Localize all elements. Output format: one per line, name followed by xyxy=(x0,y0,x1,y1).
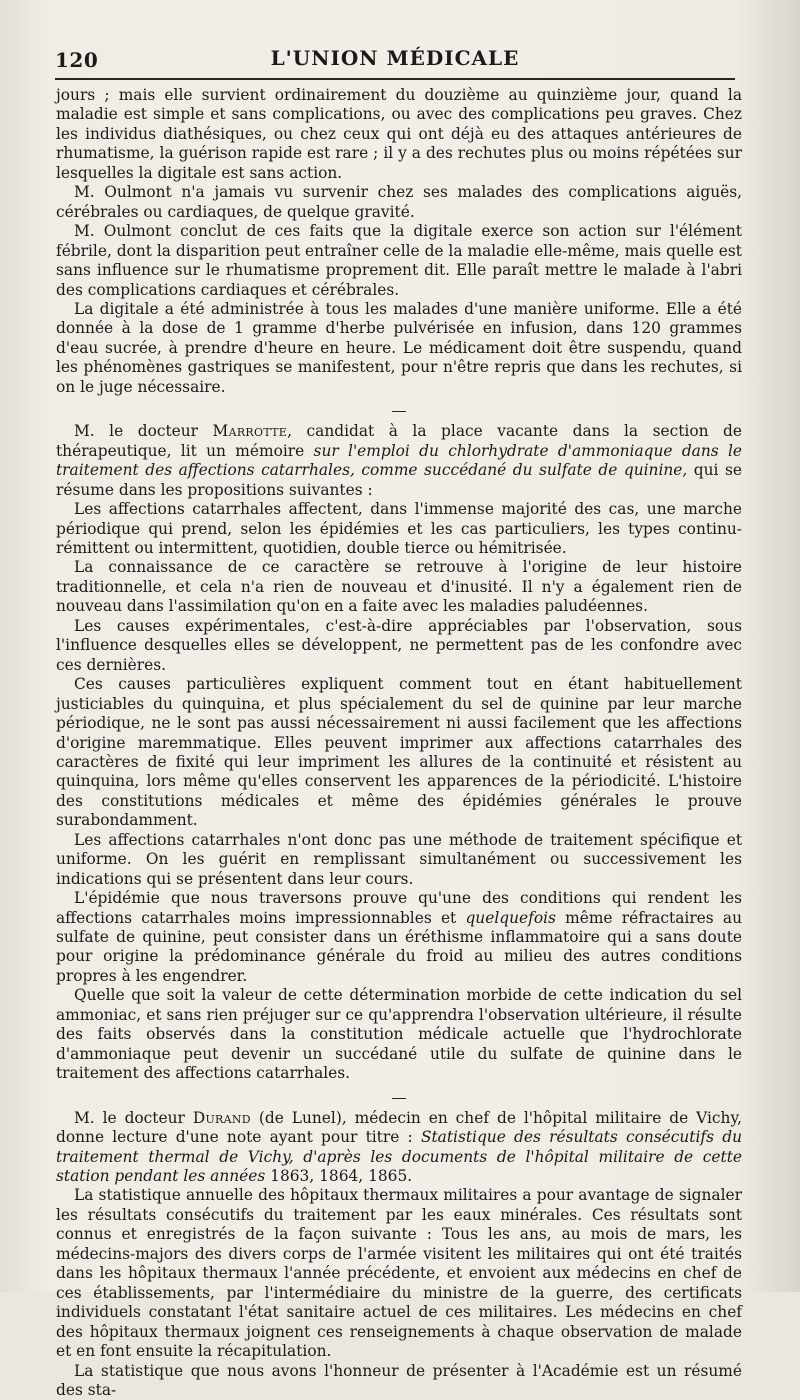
paragraph: Les affections catarrhales affectent, dans l'immense majorité des cas, une marche périodique qui prend, selon les épidémies et les cas particuliers, les types continu-rémittent ou intermittent, quotidien, double tierce ou hémitriséе. xyxy=(56,500,742,557)
author-name: Durand xyxy=(192,1108,251,1127)
page-header xyxy=(55,40,735,74)
section-separator xyxy=(392,1098,406,1099)
paragraph: Quelle que soit la valeur de cette détermination morbide de cette indication du sel ammoniac, et sans rien préjuger sur ce qu'apprendra l'observation ultérieure, il résulte des faits observés dans la constitution médicale actuelle que l'hydrochlorate d'ammoniaque peut devenir un succédané utile du sulfate de quinine dans le traitement des affections catarrhales. xyxy=(56,986,742,1083)
text: M. le docteur xyxy=(74,422,213,441)
section-separator xyxy=(392,411,406,412)
paragraph-intro-durand xyxy=(56,1109,742,1187)
paragraph: Les affections catarrhales n'ont donc pas une méthode de traitement spécifique et uniforme. On les guérit en remplissant simultanément ou successivement les indications qui se présentent dans leur cours. xyxy=(56,830,742,888)
paragraph-intro-marrotte xyxy=(56,422,742,500)
article-body xyxy=(56,86,742,1400)
text: même réfractaires au sulfate de quinine, peut consister dans un éréthisme inflammatoire qui a sans doute pour origine la prédominance générale du froid au milieu des autres conditions propres à les engendrer. xyxy=(56,908,742,985)
paragraph: La statistique que nous avons l'honneur de présenter à l'Académie est un résumé des sta- xyxy=(56,1361,742,1399)
text: , candidat à la place vacante dans la section de thérapeutique, lit un mémoire xyxy=(56,422,742,460)
paragraph: Ces causes particulières expliquent comment tout en étant habituellement justiciables du quinquina, et plus spécialement du sel de quinine par leur marche périodique, ne le sont pas aussi nécessairement ni aussi facilement que les affections d'origine maremmatique. Elles peuvent imprimer aux affections catarrhales des caractères de fixité qui leur impriment les allures de la continuité et résistent au quinquina, lors même qu'elles conservent les apparences de la périodicité. L'histoire des constitutions médicales et même des épidémies générales le prouve surabondamment. xyxy=(56,675,742,830)
text: qui se résume dans les propositions suivantes : xyxy=(56,461,742,499)
paragraph xyxy=(56,889,742,986)
header-rule xyxy=(55,78,735,80)
page-number: 120 xyxy=(55,48,99,72)
paragraph: M. Oulmont conclut de ces faits que la digitale exerce son action sur l'élément fébrile, dont la disparition peut entraîner celle de la maladie elle-même, mais quelle est sans influence sur le rhumatisme proprement dit. Elle paraît mettre le malade à l'abri des complications cardiaques et cérébrales. xyxy=(56,222,742,299)
running-title: L'UNION MÉDICALE xyxy=(270,46,520,70)
text: L'épidémie que nous traversons prouve qu'une des conditions qui rendent les affections catarrhales moins impressionnables et xyxy=(56,889,742,927)
text: 1863, 1864, 1865. xyxy=(265,1167,413,1186)
paragraph: La connaissance de ce caractère se retrouve à l'origine de leur histoire traditionnelle, et cela n'a rien de nouveau et d'inusité. Il n'y a également rien de nouveau dans l'assimilation qu'on en a faite avec les maladies paludéennes. xyxy=(56,558,742,616)
author-name: Marrotte xyxy=(212,422,288,441)
paragraph: M. Oulmont n'a jamais vu survenir chez ses malades des complications aiguës, cérébrales ou cardiaques, de quelque gravité. xyxy=(56,183,742,221)
text: M. le docteur xyxy=(74,1108,193,1127)
paragraph: La digitale a été administrée à tous les malades d'une manière uniforme. Elle a été donnée à la dose de 1 gramme d'herbe pulvérisée en infusion, dans 120 grammes d'eau sucrée, à prendre d'heure en heure. Le médicament doit être suspendu, quand les phénomènes gastriques se manifestent, pour n'être repris que dans les rechutes, si on le juge nécessaire. xyxy=(56,299,742,396)
text: (de Lunel), médecin en chef de l'hôpital militaire de Vichy, donne lecture d'une note ayant pour titre : xyxy=(56,1108,742,1147)
paragraph: La statistique annuelle des hôpitaux thermaux militaires a pour avantage de signaler les résultats consécutifs du traitement par les eaux minérales. Ces résultats sont connus et enregistrés de la façon suivante : Tous les ans, au mois de mars, les médecins-majors des divers corps de l'armée visitent les militaires qui ont été traités dans les hôpitaux thermaux l'année précédente, et envoient aux médecins en chef de ces établissements, par l'intermédiaire du ministre de la guerre, des certificats individuels constatant l'état sanitaire actuel de ces militaires. Les médecins en chef des hôpitaux thermaux joignent ces renseignements à chaque observation de malade et en font ensuite la récapitulation. xyxy=(56,1186,742,1361)
note-title: Statistique des résultats consécutifs du traitement thermal de Vichy, d'après les documents de l'hôpital militaire de cette station pendant les années xyxy=(56,1128,742,1186)
paragraph: jours ; mais elle survient ordinairement du douzième au quinzième jour, quand la maladie est simple et sans complications, ou avec des complications peu graves. Chez les individus diathésiques, ou chez ceux qui ont déjà eu des attaques antérieures de rhumatisme, la guérison rapide est rare ; il y a des rechutes plus ou moins répétées sur lesquelles la digitale est sans action. xyxy=(56,86,742,182)
paragraph: Les causes expérimentales, c'est-à-dire appréciables par l'observation, sous l'influence desquelles elles se développent, ne permettent pas de les confondre avec ces dernières. xyxy=(56,616,742,674)
memoir-title: sur l'emploi du chlorhydrate d'ammoniaque dans le traitement des affections catarrhales, comme succédané du sulfate de quinine, xyxy=(56,441,742,480)
emphasis: quelquefois xyxy=(465,908,556,927)
